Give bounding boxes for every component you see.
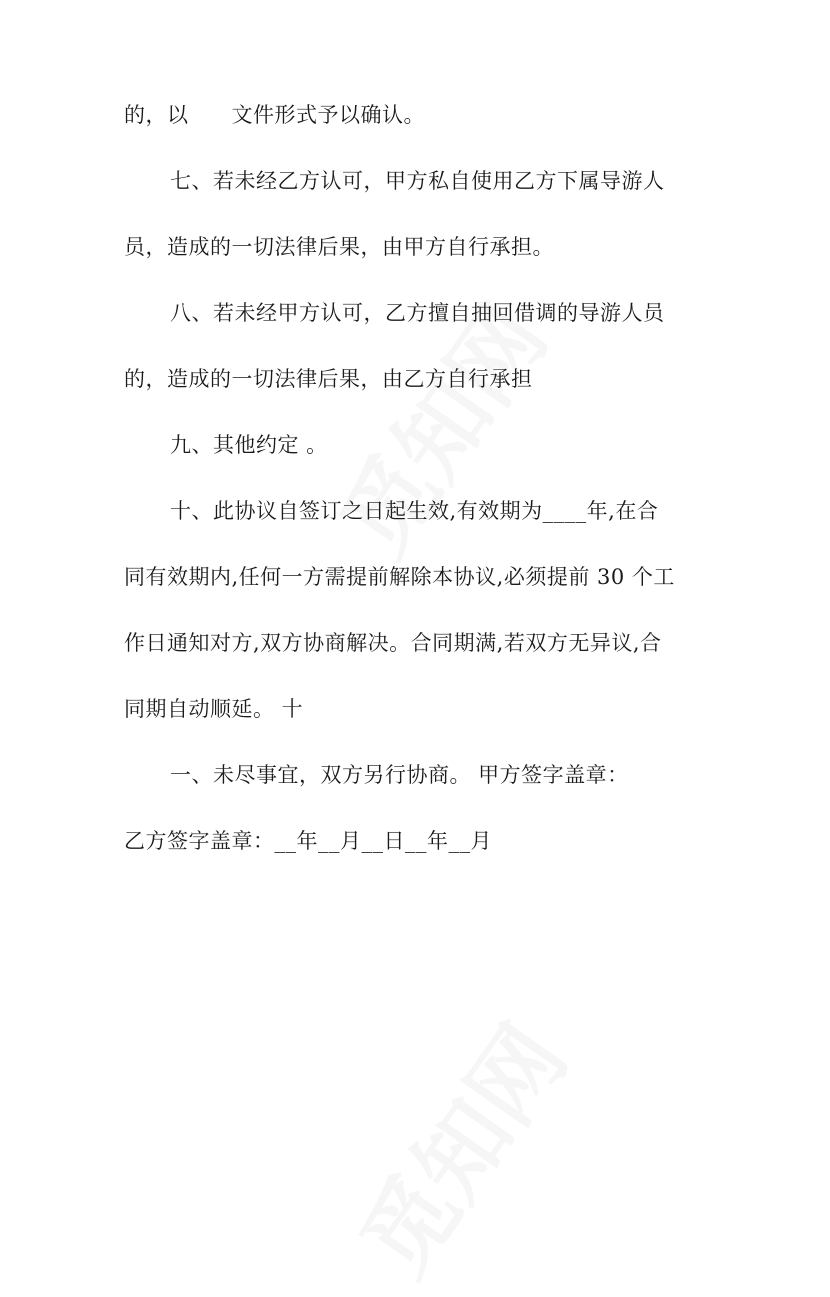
clause-7-line-1: 七、若未经乙方认可，甲方私自使用乙方下属导游人 [170, 169, 665, 193]
clause-8-line-1: 八、若未经甲方认可，乙方擅自抽回借调的导游人员 [170, 301, 665, 325]
paragraph-line-1: 的，以 文件形式予以确认。 [124, 103, 425, 127]
clause-11-line-1: 一、未尽事宜，双方另行协商。 甲方签字盖章： [170, 763, 629, 787]
clause-7-line-2: 员，造成的一切法律后果，由甲方自行承担。 [124, 235, 554, 259]
clause-10-line-1: 十、此协议自签订之日起生效,有效期为____年,在合 [170, 499, 659, 523]
clause-10-line-4: 同期自动顺延。 十 [124, 697, 304, 721]
signature-line: 乙方签字盖章：__年__月__日__年__月 [124, 829, 492, 853]
clause-9: 九、其他约定 。 [170, 433, 328, 457]
clause-10-line-2: 同有效期内,任何一方需提前解除本协议,必须提前 30 个工 [124, 565, 675, 589]
clause-10-line-3: 作日通知对方,双方协商解决。合同期满,若双方无异议,合 [124, 631, 662, 655]
clause-8-line-2: 的，造成的一切法律后果，由乙方自行承担 [124, 367, 533, 391]
watermark-bottom [325, 995, 591, 1297]
